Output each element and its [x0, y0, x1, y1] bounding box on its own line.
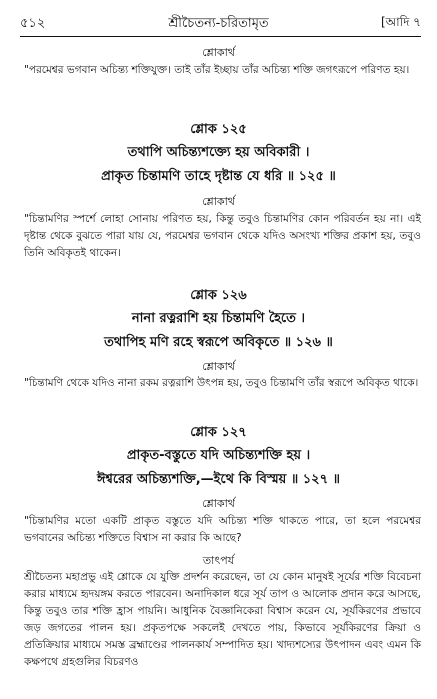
purport-label: তাৎপর্য — [202, 554, 235, 567]
translation-text: "চিন্তামণির মতো একটি প্রাকৃত বস্তুতে যদি অচিন্ত্য শক্তি থাকতে পারে, তা হলে পরমেশ্বর ভগবানের অচিন্ত্য শক্তিতে বিশ্বাস না করার কি আছে? — [24, 515, 421, 544]
translation-text: "চিন্তামণি থেকে যদিও নানা রকম রত্নরাশি উৎপন্ন হয়, তবুও চিন্তামণি তাঁর স্বরূপে অবিকৃত থাকে। — [24, 377, 419, 389]
translation-label: শ্লোকার্থ — [202, 46, 235, 59]
chapter-ref: [আদি ৭ — [380, 15, 421, 29]
sloka-heading: শ্লোক ১২৬ — [190, 288, 247, 303]
verse-line: তথাপিহ মণি রহে স্বরূপে অবিকৃতে ॥ ১২৬ ॥ — [104, 335, 333, 350]
purport-text: শ্রীচৈতন্য মহাপ্রভু এই শ্লোকে যে যুক্তি প্রদর্শন করেছেন, তা যে কোন মানুষই সূর্যের শক্তি বিবেচনা করার মাধ্যমে হৃদয়ঙ্গম করতে পারবেন। অনাদিকাল ধরে সূর্য তাপ ও আলোক প্রদান করে আসছে, কিন্তু তবুও তার শক্তি হ্রাস পায়নি। আধুনিক বৈজ্ঞানিকেরা বিশ্বাস করেন যে, সূর্যকিরণের প্রভাবে জড় জগতের পালন হয়। প্রকৃতপক্ষে সকলেই দেখতে পায়, কিভাবে সূর্যকিরণের ক্রিয়া ও প্রতিক্রিয়ার মাধ্যমে সমস্ত ব্রহ্মাণ্ডের পালনকার্য সম্পাদিত হয়। খাদ্যশস্যের উৎপাদন এবং এমন কি কক্ষপথে গ্রহগুলির বিচরণও — [24, 571, 421, 668]
page-number: ৫১২ — [20, 16, 46, 31]
verse-line: প্রাকৃত-বস্তুতে যদি অচিন্ত্যশক্তি হয় । — [126, 448, 311, 463]
verse-line: নানা রত্নরাশি হয় চিন্তামণি হৈতে । — [131, 311, 306, 326]
translation-label: শ্লোকার্থ — [202, 195, 235, 208]
running-title: শ্রীচৈতন্য-চরিতামৃত — [168, 16, 269, 31]
translation-label: শ্লোকার্থ — [202, 497, 235, 510]
verse-line: তথাপি অচিন্ত্যশক্ত্যে হয় অবিকারী । — [127, 145, 310, 160]
translation-text: "চিন্তামণির স্পর্শে লোহা সোনায় পরিণত হয়, কিন্তু তবুও চিন্তামণির কোন পরিবর্তন হয় না। এই দৃষ্টান্ত থেকে বুঝতে পারা যায় যে, পরমেশ্বর ভগবান থেকে যদিও অসংখ্য শক্তির প্রকাশ হয়, তবুও তিনি অবিকৃতই থাকেন। — [24, 213, 421, 259]
translation-label: শ্লোকার্থ — [202, 360, 235, 373]
sloka-heading: শ্লোক ১২৭ — [190, 425, 247, 440]
sloka-heading: শ্লোক ১২৫ — [190, 122, 247, 137]
header-rule — [20, 36, 421, 37]
verse-line: প্রাকৃত চিন্তামণি তাহে দৃষ্টান্ত যে ধরি ॥ ১২৫ ॥ — [101, 169, 336, 184]
verse-line: ঈশ্বরের অচিন্ত্যশক্তি,—ইথে কি বিস্ময় ॥ ১২৭ ॥ — [97, 472, 340, 487]
translation-text: "পরমেশ্বর ভগবান অচিন্ত্য শক্তিযুক্ত। তাই তাঁর ইচ্ছায় তাঁর অচিন্ত্য শক্তি জগৎরূপে পরিণত হয়। — [24, 64, 410, 76]
